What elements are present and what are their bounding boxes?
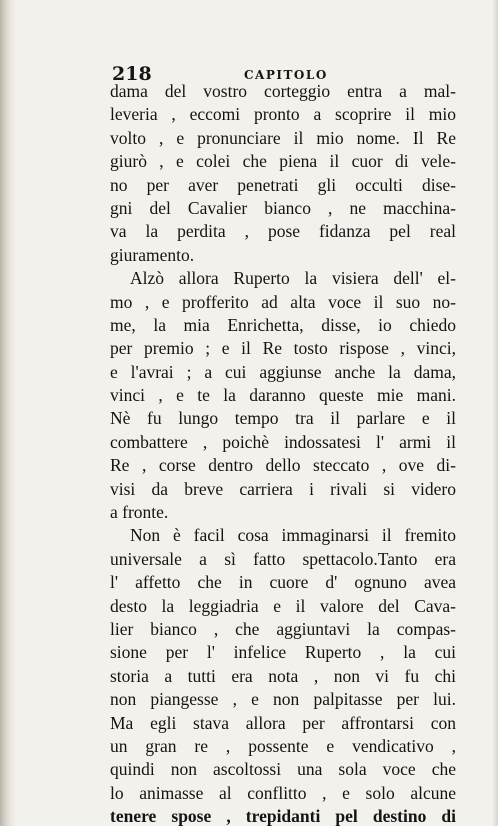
text-line: Re , corse dentro dello steccato , ove di- [110,455,456,476]
text-line: Nè fu lungo tempo tra il parlare e il [110,408,456,429]
text-line: desto la leggiadria e il valore del Cava- [110,595,456,616]
text-line: dama del vostro corteggio entra a mal- [110,81,456,101]
text-line: visi da breve carriera i rivali si videro [110,478,456,499]
text-line: Ma egli stava allora per affrontarsi con [110,712,456,733]
text-line: quindi non ascoltossi una sola voce che [110,759,456,780]
text-line: gni del Cavalier bianco , ne macchina- [110,197,456,218]
chapter-title: CAPITOLO [244,68,328,82]
text-line: lier bianco , che aggiuntavi la compas- [110,618,456,639]
text-line: no per aver penetrati gli occulti dise- [110,174,456,195]
text-line: vinci , e te la daranno queste mie mani. [110,385,456,406]
text-line: me, la mia Enrichetta, disse, io chiedo [110,314,456,335]
text-line: storia a tutti era nota , non vi fu chi [110,665,456,686]
text-line: un gran re , possente e vendicativo , [110,735,456,756]
text-line: volto , e pronunciare il mio nome. Il Re [110,127,456,148]
text-line: a fronte. [110,502,169,523]
text-line: giurò , e colei che piena il cuor di vele- [110,151,456,172]
text-line: mo , e profferito ad alta voce il suo no- [110,291,456,312]
text-line: giuramento. [110,244,195,265]
text-line: l' affetto che in cuore d' ognuno avea [110,572,456,593]
text-line: va la perdita , pose fidanza pel real [110,221,456,242]
text-line: lo animasse al conflitto , e solo alcune [110,782,456,803]
text-line: universale a sì fatto spettacolo.Tanto era [110,548,456,569]
page-number: 218 [112,63,152,85]
text-line: combattere , poichè indossatesi l' armi il [110,431,456,452]
text-line: non piangesse , e non palpitasse per lui. [110,689,456,710]
text-line: Non è facil cosa immaginarsi il fremito [130,525,456,546]
text-line: per premio ; e il Re tosto rispose , vinci, [110,338,456,359]
text-line: tenere spose , trepidanti pel destino di [110,806,456,826]
text-line: leveria , eccomi pronto a scoprire il mio [110,104,456,125]
text-line: sione per l' infelice Ruperto , la cui [110,642,456,663]
text-line: Alzò allora Ruperto la visiera dell' el- [130,268,456,289]
page-edge [492,0,498,826]
body-text [110,80,456,826]
text-line: e l'avrai ; a cui aggiunse anche la dama, [110,361,456,382]
page-gutter-shadow [0,0,16,826]
